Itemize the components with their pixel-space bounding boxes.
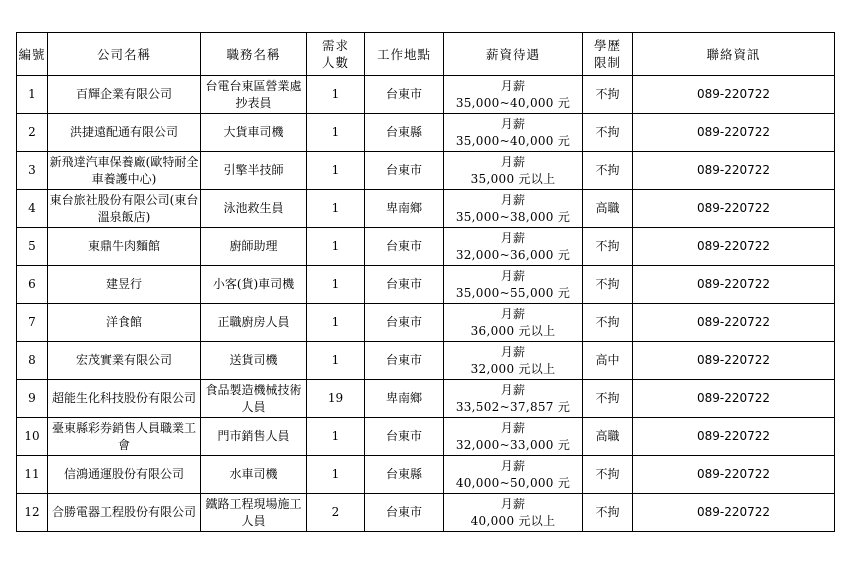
table-row [17, 266, 835, 304]
row-number: 6 [17, 266, 48, 304]
education-requirement: 不拘 [583, 76, 633, 114]
salary-amount: 35,000~55,000 元 [455, 285, 571, 300]
header-location: 工作地點 [365, 33, 444, 76]
row-number: 3 [17, 152, 48, 190]
table-row [17, 494, 835, 532]
job-listing-sheet [16, 32, 834, 532]
position-name: 鐵路工程現場施工人員 [201, 494, 307, 532]
education-requirement: 不拘 [583, 266, 633, 304]
salary-type: 月薪 [500, 344, 526, 359]
position-name: 引擎半技師 [201, 152, 307, 190]
job-rows [17, 76, 835, 532]
headcount: 1 [307, 456, 365, 494]
contact-phone: 089-220722 [633, 114, 835, 152]
headcount: 1 [307, 304, 365, 342]
table-row [17, 418, 835, 456]
header-education [583, 33, 633, 76]
salary-amount: 40,000~50,000 元 [455, 475, 571, 490]
headcount: 1 [307, 190, 365, 228]
salary-type: 月薪 [500, 230, 526, 245]
table-row [17, 304, 835, 342]
work-location: 台東市 [365, 342, 444, 380]
education-requirement: 不拘 [583, 228, 633, 266]
position-name: 小客(貨)車司機 [201, 266, 307, 304]
education-requirement: 高中 [583, 342, 633, 380]
contact-phone: 089-220722 [633, 152, 835, 190]
position-name: 正職廚房人員 [201, 304, 307, 342]
company-name: 信鴻通運股份有限公司 [48, 456, 201, 494]
salary-cell [444, 266, 583, 304]
position-name: 廚師助理 [201, 228, 307, 266]
row-number: 12 [17, 494, 48, 532]
work-location: 台東縣 [365, 114, 444, 152]
work-location: 台東縣 [365, 456, 444, 494]
company-name: 超能生化科技股份有限公司 [48, 380, 201, 418]
position-name: 食品製造機械技術人員 [201, 380, 307, 418]
contact-phone: 089-220722 [633, 380, 835, 418]
position-name: 泳池救生員 [201, 190, 307, 228]
row-number: 11 [17, 456, 48, 494]
headcount: 19 [307, 380, 365, 418]
salary-amount: 35,000 元以上 [470, 171, 556, 186]
company-name: 新飛達汽車保養廠(歐特耐全車養護中心) [48, 152, 201, 190]
contact-phone: 089-220722 [633, 456, 835, 494]
contact-phone: 089-220722 [633, 266, 835, 304]
position-name: 大貨車司機 [201, 114, 307, 152]
header-salary: 薪資待遇 [444, 33, 583, 76]
header-no: 編號 [17, 33, 48, 76]
header-education-line-2: 限制 [593, 55, 621, 70]
position-name: 水車司機 [201, 456, 307, 494]
company-name: 臺東縣彩券銷售人員職業工會 [48, 418, 201, 456]
table-row [17, 456, 835, 494]
salary-amount: 35,000~38,000 元 [455, 209, 571, 224]
salary-type: 月薪 [500, 420, 526, 435]
contact-phone: 089-220722 [633, 76, 835, 114]
work-location: 台東市 [365, 266, 444, 304]
salary-cell [444, 494, 583, 532]
row-number: 7 [17, 304, 48, 342]
row-number: 1 [17, 76, 48, 114]
table-row [17, 228, 835, 266]
salary-amount: 36,000 元以上 [470, 323, 556, 338]
table-row [17, 114, 835, 152]
contact-phone: 089-220722 [633, 304, 835, 342]
salary-type: 月薪 [500, 458, 526, 473]
education-requirement: 不拘 [583, 494, 633, 532]
salary-type: 月薪 [500, 116, 526, 131]
contact-phone: 089-220722 [633, 494, 835, 532]
headcount: 1 [307, 76, 365, 114]
contact-phone: 089-220722 [633, 228, 835, 266]
company-name: 合勝電器工程股份有限公司 [48, 494, 201, 532]
education-requirement: 不拘 [583, 114, 633, 152]
salary-type: 月薪 [500, 496, 526, 511]
headcount: 1 [307, 114, 365, 152]
work-location: 台東市 [365, 304, 444, 342]
position-name: 門市銷售人員 [201, 418, 307, 456]
table-header-row [17, 33, 835, 76]
salary-type: 月薪 [500, 78, 526, 93]
table-row [17, 190, 835, 228]
header-headcount-line-1: 需求 [321, 38, 349, 53]
company-name: 洪捷遠配通有限公司 [48, 114, 201, 152]
row-number: 5 [17, 228, 48, 266]
salary-amount: 33,502~37,857 元 [455, 399, 571, 414]
header-company: 公司名稱 [48, 33, 201, 76]
salary-amount: 40,000 元以上 [470, 513, 556, 528]
salary-type: 月薪 [500, 192, 526, 207]
company-name: 東鼎牛肉麵館 [48, 228, 201, 266]
row-number: 10 [17, 418, 48, 456]
headcount: 1 [307, 152, 365, 190]
work-location: 台東市 [365, 228, 444, 266]
salary-cell [444, 152, 583, 190]
education-requirement: 不拘 [583, 380, 633, 418]
header-contact: 聯絡資訊 [633, 33, 835, 76]
contact-phone: 089-220722 [633, 342, 835, 380]
salary-type: 月薪 [500, 268, 526, 283]
work-location: 台東市 [365, 494, 444, 532]
salary-type: 月薪 [500, 382, 526, 397]
row-number: 2 [17, 114, 48, 152]
salary-cell [444, 76, 583, 114]
education-requirement: 不拘 [583, 304, 633, 342]
row-number: 4 [17, 190, 48, 228]
work-location: 卑南鄉 [365, 380, 444, 418]
salary-cell [444, 456, 583, 494]
salary-cell [444, 114, 583, 152]
work-location: 卑南鄉 [365, 190, 444, 228]
company-name: 建昱行 [48, 266, 201, 304]
header-position: 職務名稱 [201, 33, 307, 76]
header-education-line-1: 學歷 [593, 38, 621, 53]
header-headcount-line-2: 人數 [321, 55, 349, 70]
education-requirement: 高職 [583, 418, 633, 456]
education-requirement: 高職 [583, 190, 633, 228]
headcount: 1 [307, 342, 365, 380]
work-location: 台東市 [365, 152, 444, 190]
salary-type: 月薪 [500, 306, 526, 321]
company-name: 東台旅社股份有限公司(東台溫泉飯店) [48, 190, 201, 228]
table-row [17, 76, 835, 114]
salary-amount: 32,000~36,000 元 [455, 247, 571, 262]
position-name: 送貨司機 [201, 342, 307, 380]
table-row [17, 152, 835, 190]
job-listing-table [16, 32, 835, 532]
headcount: 1 [307, 228, 365, 266]
work-location: 台東市 [365, 76, 444, 114]
position-name: 台電台東區營業處抄表員 [201, 76, 307, 114]
salary-cell [444, 342, 583, 380]
education-requirement: 不拘 [583, 456, 633, 494]
salary-amount: 32,000 元以上 [470, 361, 556, 376]
work-location: 台東市 [365, 418, 444, 456]
salary-amount: 35,000~40,000 元 [455, 133, 571, 148]
salary-cell [444, 380, 583, 418]
row-number: 8 [17, 342, 48, 380]
salary-cell [444, 190, 583, 228]
contact-phone: 089-220722 [633, 190, 835, 228]
headcount: 2 [307, 494, 365, 532]
company-name: 百輝企業有限公司 [48, 76, 201, 114]
table-row [17, 380, 835, 418]
company-name: 宏茂實業有限公司 [48, 342, 201, 380]
headcount: 1 [307, 266, 365, 304]
salary-amount: 35,000~40,000 元 [455, 95, 571, 110]
contact-phone: 089-220722 [633, 418, 835, 456]
table-row [17, 342, 835, 380]
salary-type: 月薪 [500, 154, 526, 169]
header-headcount [307, 33, 365, 76]
education-requirement: 不拘 [583, 152, 633, 190]
salary-amount: 32,000~33,000 元 [455, 437, 571, 452]
salary-cell [444, 228, 583, 266]
salary-cell [444, 304, 583, 342]
headcount: 1 [307, 418, 365, 456]
row-number: 9 [17, 380, 48, 418]
salary-cell [444, 418, 583, 456]
company-name: 洋食館 [48, 304, 201, 342]
